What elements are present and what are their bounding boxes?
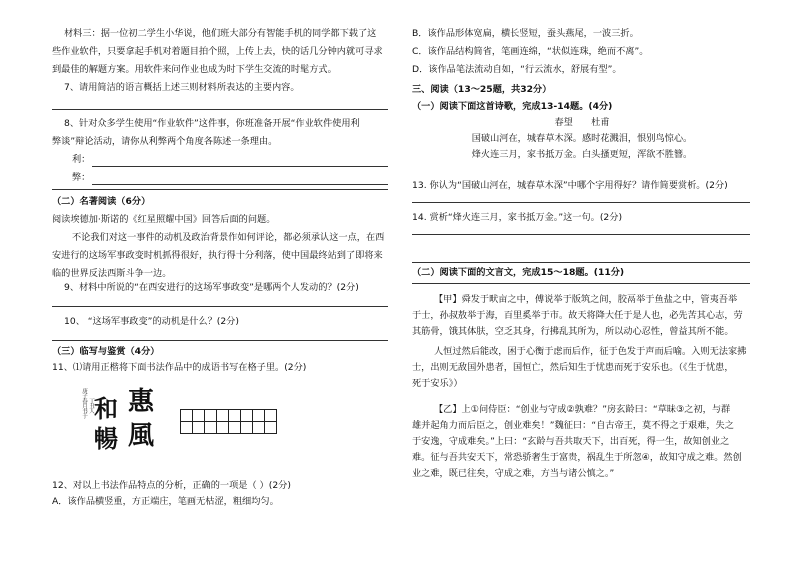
poem-line2: 烽火连三月，家书抵万金。白头搔更短，浑欲不胜簪。 bbox=[471, 149, 693, 160]
text-yi-line2: 雄并起角力而后臣之，创业难矣！”魏征曰：“自古帝王，莫不得之于艰难，失之 bbox=[412, 420, 734, 431]
sub-section-1-title: （一）阅读下面这首诗歌，完成13-14题。(4分) bbox=[412, 101, 613, 112]
grid-cell[interactable] bbox=[264, 421, 277, 434]
poem-title: 春望 杜甫 bbox=[554, 117, 610, 128]
answer-line-7[interactable] bbox=[52, 109, 388, 110]
section-3-title: （三）临写与鉴赏（4分） bbox=[52, 346, 160, 357]
answer-line-pro[interactable] bbox=[92, 166, 388, 167]
calligraphy-inscription-b: 丁丑人 bbox=[88, 398, 94, 413]
answer-line-9[interactable] bbox=[52, 306, 388, 307]
passage-line3: 临的世界反法西斯斗争一边。 bbox=[52, 268, 172, 279]
option-b: B．该作品形体宽扁，横长竖短，蚕头燕尾，一波三折。 bbox=[412, 28, 639, 39]
divider-line bbox=[52, 189, 388, 190]
divider-line-right bbox=[412, 283, 750, 284]
material3-line2: 些作业软件，只要拿起手机对着题目拍个照，上传上去，快的话几分钟内就可寻求 bbox=[52, 46, 383, 57]
question-12: 12、对以上书法作品特点的分析，正确的一项是（ ）(2分) bbox=[52, 480, 291, 491]
reading-intro: 阅读埃德加·斯诺的《红星照耀中国》回答后面的问题。 bbox=[52, 214, 276, 225]
pro-label: 利： bbox=[72, 154, 91, 165]
question-11: 11、⑴请用正楷将下面书法作品中的成语书写在格子里。(2分) bbox=[52, 362, 307, 373]
text-jia-line5: 士，出则无敌国外患者，国恒亡，然后知生于忧患而死于安乐也。（《生于忧患， bbox=[412, 362, 734, 373]
calligraphy-char-3: 和 bbox=[94, 394, 118, 423]
question-7: 7、请用简洁的语言概括上述三则材料所表达的主要内容。 bbox=[64, 82, 300, 93]
answer-line-13[interactable] bbox=[412, 202, 750, 203]
text-yi-line4: 难。征与吾共安天下，常恐骄奢生于富贵，祸乱生于所忽④，故知守成之难。然创 bbox=[412, 452, 742, 463]
text-jia-line4: 人恒过然后能改，困于心衡于虑而后作，征于色发于声而后喻。入则无法家拂 bbox=[434, 346, 747, 357]
sub-section-2-title: （二）阅读下面的文言文，完成15～18题。(11分) bbox=[412, 267, 625, 278]
text-yi-line1: 【乙】上①问侍臣：“创业与守成②孰难？”房玄龄曰：“草昧③之初，与群 bbox=[434, 404, 731, 415]
option-d: D．该作品笔法流动自如，“行云流水，舒展有型”。 bbox=[412, 64, 622, 75]
calligraphy-char-4: 暢 bbox=[94, 424, 118, 453]
reading-section-title: 三、阅读（13～25题，共32分） bbox=[412, 84, 552, 95]
option-c: C．该作品结构简省，笔画连绵，“状似连珠，绝而不离”。 bbox=[412, 46, 649, 57]
question-8-line1: 8、针对众多学生使用“作业软件”这件事，你班准备开展“作业软件使用利 bbox=[64, 118, 360, 129]
answer-line-con[interactable] bbox=[92, 184, 388, 185]
text-jia-line6: 死于安乐》） bbox=[412, 378, 463, 389]
writing-grid-bottom[interactable] bbox=[180, 421, 276, 434]
con-label: 弊： bbox=[72, 172, 91, 183]
text-yi-line5: 业之难，既已往矣，守成之难，方当与诸公慎之。” bbox=[412, 468, 615, 479]
answer-line-10[interactable] bbox=[52, 340, 388, 341]
option-a: A．该作品横竖重，方正端庄，笔画无枯涩，粗细均匀。 bbox=[52, 496, 279, 507]
text-jia-line1: 【甲】舜发于畎亩之中，傅说举于版筑之间，胶鬲举于鱼盐之中，管夷吾举 bbox=[434, 294, 738, 305]
answer-line-14[interactable] bbox=[412, 234, 750, 235]
calligraphy-char-2: 風 bbox=[128, 421, 155, 451]
answer-line-14b[interactable] bbox=[412, 262, 750, 263]
question-8-line2: 弊谈”辩论活动，请你从利弊两个角度各陈述一条理由。 bbox=[52, 136, 278, 147]
text-jia-line2: 于士，孙叔敖举于海，百里奚举于市。故天将降大任于是人也，必先苦其心志，劳 bbox=[412, 310, 743, 321]
question-9: 9、材料中所说的“在西安进行的这场军事政变”是哪两个人发动的？(2分) bbox=[64, 282, 359, 293]
poem-line1: 国破山河在，城春草木深。感时花溅泪，恨别鸟惊心。 bbox=[471, 133, 693, 144]
material3-line1: 材料三：据一位初二学生小华说，他们班大部分有智能手机的同学都下载了这 bbox=[64, 28, 377, 39]
question-10: 10、 “这场军事政变”的动机是什么？(2分) bbox=[64, 316, 239, 327]
passage-line2: 安进行的这场军事政变时机抓得很好，执行得十分利落，使中国最终站到了即将来 bbox=[52, 250, 383, 261]
question-14: 14. 赏析“烽火连三月，家书抵万金。”这一句。(2分) bbox=[412, 212, 623, 223]
calligraphy-inscription-a: 庚子春月书于 bbox=[81, 388, 87, 418]
passage-line1: 不论我们对这一事件的动机及政治背景作如何评论，都必须承认这一点，在西 bbox=[72, 232, 385, 243]
question-13: 13. 你认为“国破山河在，城春草木深”中哪个字用得好？请作简要赏析。(2分) bbox=[412, 180, 728, 191]
section-2-title: （二）名著阅读（6分） bbox=[52, 196, 151, 207]
text-jia-line3: 其筋骨，饿其体肤，空乏其身，行拂乱其所为，所以动心忍性，曾益其所不能。 bbox=[412, 326, 734, 337]
material3-line3: 到最佳的解题方案。用软件来问作业也成为时下学生交流的时髦方式。 bbox=[52, 64, 337, 75]
calligraphy-char-1: 惠 bbox=[128, 387, 155, 417]
text-yi-line3: 于安逸，守成难矣。”上曰：“玄龄与吾共取天下，出百死，得一生，故知创业之 bbox=[412, 436, 730, 447]
